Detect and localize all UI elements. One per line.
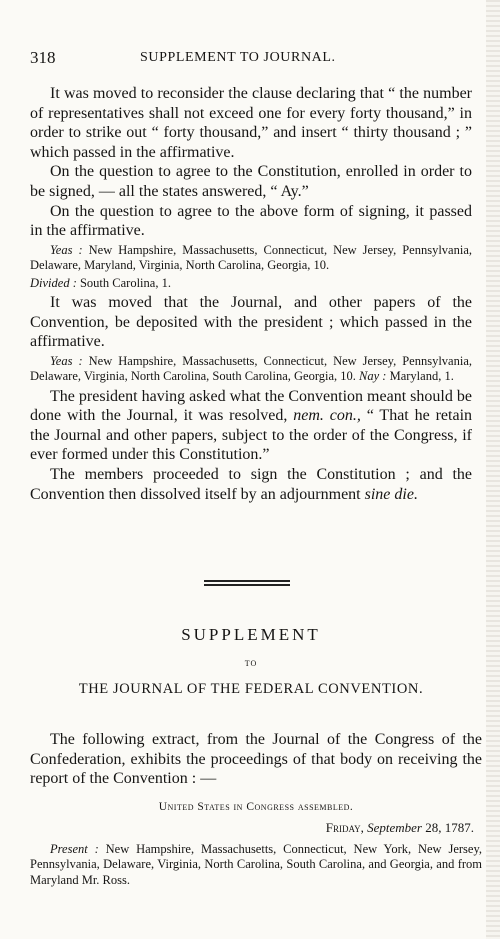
paragraph-agree-constitution: On the question to agree to the Constitution, enrolled in order to be signed, — all the states answered, “ Ay.” — [30, 163, 472, 200]
binding-gutter — [486, 0, 500, 939]
sine-die-phrase: sine die. — [364, 485, 418, 503]
yeas-label: Yeas : — [50, 242, 83, 257]
vote-record-signing — [30, 243, 472, 274]
running-head: SUPPLEMENT TO JOURNAL. — [140, 50, 336, 65]
divided-states: South Carolina, 1. — [79, 275, 171, 290]
journal-text — [30, 84, 472, 504]
present-list: New Hampshire, Massachusetts, Connecticut, New York, New Jersey, Pennsylvania, Delaware, Virginia, North Carolina, South Carolina, and Georgia, and from Maryland Mr. Ross. — [30, 841, 483, 887]
page-number: 318 — [30, 48, 56, 67]
divided-label: Divided : — [30, 275, 77, 290]
congress-assembled-line — [30, 799, 482, 814]
paragraph-text: The members proceeded to sign the Constitution ; and the Convention then dissolved itself by an adjournment — [30, 465, 472, 503]
date-rest: 28, 1787. — [425, 819, 474, 835]
nay-label: Nay : — [359, 369, 387, 384]
paragraph-deposit-journal: It was moved that the Journal, and other papers of the Convention, be deposited with the president ; which passed in the affirmative. — [30, 293, 472, 351]
present-states — [30, 842, 482, 889]
page-header — [30, 48, 460, 70]
paragraph-form-of-signing: On the question to agree to the above form of signing, it passed in the affirmative. — [30, 202, 472, 240]
supplement-intro: The following extract, from the Journal of the Congress of the Confederation, exhibits the proceedings of that body on receiving the report of the Convention : — — [30, 731, 482, 788]
paragraph-adjournment — [30, 465, 472, 504]
session-date — [30, 820, 482, 836]
congress-assembled-text: United States in Congress assembled. — [158, 800, 354, 813]
paragraph-text: The president having asked what the Convention meant should be done with the Journal, it was resolved, — [30, 387, 472, 425]
nay-states: Maryland, 1. — [389, 369, 454, 384]
supplement-to: TO — [244, 659, 258, 668]
supplement-heading: SUPPLEMENT — [181, 625, 321, 644]
date-day: Friday, — [325, 819, 364, 835]
vote-record-divided — [30, 276, 472, 291]
vote-record-deposit — [30, 354, 472, 385]
supplement-subtitle: THE JOURNAL OF THE FEDERAL CONVENTION. — [78, 681, 424, 697]
yeas-states: New Hampshire, Massachusetts, Connecticut, New Jersey, Pennsylvania, Delaware, Maryland, Virginia, North Carolina, Georgia, 10. — [30, 242, 472, 273]
paragraph-text: “ That he retain the Journal and other papers, subject to the order of the Congress, if ever formed under this Constitution.” — [30, 407, 473, 464]
yeas-states: New Hampshire, Massachusetts, Connecticut, New Jersey, Pennsylvania, Delaware, Virginia, North Carolina, South Carolina, Georgia, 10. — [30, 353, 472, 384]
present-label: Present : — [50, 841, 99, 856]
yeas-label: Yeas : — [50, 353, 83, 368]
section-divider-rule — [204, 580, 290, 586]
paragraph-reconsider-clause: It was moved to reconsider the clause declaring that “ the number of representatives shall not exceed one for every forty thousand,” in order to strike out “ forty thousand,” and insert “ thirty thousand ; ” which passed in the affirmative. — [30, 85, 472, 161]
supplement-text — [30, 730, 482, 889]
paragraph-president-journal — [30, 387, 472, 465]
nem-con-phrase: nem. con., — [293, 407, 361, 425]
date-month: September — [367, 819, 422, 835]
